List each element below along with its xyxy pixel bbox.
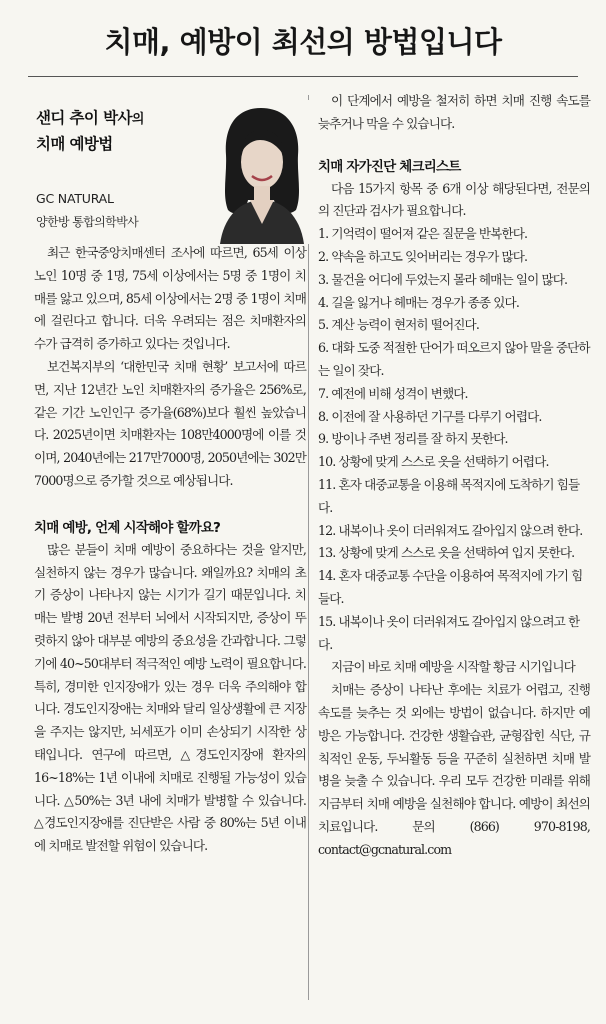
checklist-item: 5. 계산 능력이 현저히 떨어진다. [318,317,479,333]
checklist-item: 6. 대화 도중 적절한 단어가 떠오르지 않아 말을 중단하는 일이 잦다. [318,340,590,378]
paragraph: 최근 한국중앙치매센터 조사에 따르면, 65세 이상 노인 10명 중 1명, 75세 이상에서는 5명 중 1명이 치매를 앓고 있으며, 85세 이상에서는 2명 중 1명이 치매에 걸린다고 합니다. 더욱 우려되는 점은 치매환자의 수가 급격히 증가하고 있다는 것입니다. [34,245,306,352]
checklist-item: 10. 상황에 맞게 스스로 옷을 선택하기 어렵다. [318,454,549,470]
checklist-heading: 치매 자가진단 체크리스트 [318,158,461,175]
author-name-suffix: 의 [131,112,144,127]
paragraph: 이 단계에서 예방을 철저히 하면 치매 진행 속도를 늦추거나 막을 수 있습니다. [318,93,590,131]
left-column [34,90,306,858]
column-name: 치매 예방법 [36,135,113,153]
checklist-item: 7. 예전에 비해 성격이 변했다. [318,385,468,401]
author-organization: GC NATURAL [36,191,114,206]
checklist-item: 15. 내복이나 옷이 더러워져도 갈아입지 않으려고 한다. [318,613,580,652]
checklist-item: 2. 약속을 하고도 잊어버리는 경우가 많다. [318,248,528,264]
author-title: 양한방 통합의학박사 [36,215,139,229]
checklist-item: 3. 물건을 어디에 두었는지 몰라 헤매는 일이 많다. [318,271,568,287]
checklist-intro: 다음 15가지 항목 중 6개 이상 해당된다면, 전문의의 진단과 검사가 필요합니다. [318,180,590,219]
author-name-block [36,106,186,156]
paragraph: 보건복지부의 ‘대한민국 치매 현황’ 보고서에 따르면, 지난 12년간 노인 치매환자의 증가율은 256%로, 같은 기간 노인인구 증가율(68%)보다 훨씬 높았습니다. 2025년이면 치매환자는 108만4000명에 이를 것이며, 2040년에는 217만7000명, 2050년에는 302만7000명으로 증가할 것으로 예상됩니다. [34,358,306,488]
checklist-item: 8. 이전에 잘 사용하던 기구를 다루기 어렵다. [318,408,542,424]
paragraph: 치매는 증상이 나타난 후에는 치료가 어렵고, 진행 속도를 늦추는 것 외에는 방법이 없습니다. 하지만 예방은 가능합니다. 건강한 생활습관, 균형잡힌 식단, 규칙적인 운동, 두뇌활동 등을 꾸준히 실천하면 치매 발병을 늦출 수 있습니다. 우리 모두 건강한 미래를 위해 지금부터 치매 예방을 실천해야 합니다. 예방이 최선의 치료입니다. 문의 (866) 970-8198, contact@gcnatural.com [318,682,590,857]
author-name: 샌디 추이 박사 [36,109,132,127]
checklist-item: 11. 혼자 대중교통을 이용해 목적지에 도착하기 힘들다. [318,476,580,515]
article-title: 치매, 예방이 최선의 방법입니다 [104,25,502,59]
author-photo [214,100,309,244]
checklist-item: 13. 상황에 맞게 스스로 옷을 선택하여 입지 못한다. [318,545,575,561]
checklist-item: 9. 방이나 주변 정리를 잘 하지 못한다. [318,431,508,447]
checklist-item: 1. 기억력이 떨어져 같은 질문을 반복한다. [318,226,528,242]
section-heading: 치매 예방, 언제 시작해야 할까요? [34,519,221,536]
checklist-item: 14. 혼자 대중교통 수단을 이용하여 목적지에 가기 힘들다. [318,568,583,606]
checklist [318,223,590,656]
paragraph: 지금이 바로 치매 예방을 시작할 황금 시기입니다 [331,659,575,675]
title-divider [28,76,578,77]
right-column [318,90,590,862]
author-block [34,90,306,242]
checklist-item: 12. 내복이나 옷이 더러워져도 갈아입지 않으려 한다. [318,522,583,538]
checklist-item: 4. 길을 잃거나 헤매는 경우가 종종 있다. [318,294,519,310]
paragraph: 많은 분들이 치매 예방이 중요하다는 것을 알지만, 실천하지 않는 경우가 많습니다. 왜일까요? 치매의 초기 증상이 나타나지 않는 시기가 길기 때문입니다. 치매는 발병 20년 전부터 뇌에서 시작되지만, 증상이 뚜렷하지 않아 대부분 예방의 중요성을 간과합니다. 그렇기에 40~50대부터 적극적인 예방 노력이 필요합니다. 특히, 경미한 인지장애가 있는 경우 더욱 주의해야 합니다. 경도인지장애는 치매와 달리 일상생활에 큰 지장을 주지는 않지만, 뇌세포가 이미 손상되기 시작한 상태입니다. 연구에 따르면, △경도인지장애 환자의 16~18%는 1년 이내에 치매로 진행될 가능성이 있습니다. △50%는 3년 내에 치매가 발병할 수 있습니다. △경도인지장애를 진단받은 사람 중 80%는 5년 이내에 치매로 발전할 위험이 있습니다. [34,541,306,854]
